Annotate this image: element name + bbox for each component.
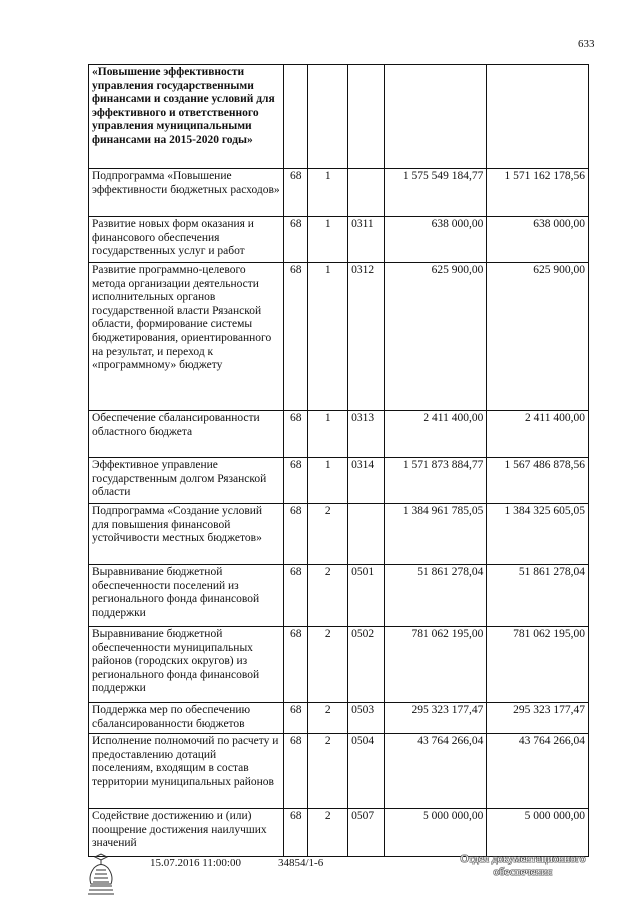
row-amount-1: 43 764 266,04 (384, 734, 487, 809)
row-amount-2: 2 411 400,00 (487, 411, 589, 458)
row-amount-2: 1 571 162 178,56 (487, 169, 589, 217)
row-name: Подпрограмма «Повышение эффективности бюджетных расходов» (89, 169, 284, 217)
row-name: «Повышение эффективности управления государственными финансами и создание условий для эффективного и ответственного управления муниципальными финансами на 2015-2020 годы» (89, 65, 284, 169)
row-code-2: 1 (308, 411, 348, 458)
row-amount-1: 51 861 278,04 (384, 565, 487, 627)
row-amount-1 (384, 65, 487, 169)
page-number: 633 (578, 38, 595, 50)
table-row (89, 627, 589, 703)
row-code-2: 1 (308, 458, 348, 504)
row-amount-1: 2 411 400,00 (384, 411, 487, 458)
row-amount-2: 51 861 278,04 (487, 565, 589, 627)
table-row (89, 458, 589, 504)
row-amount-2: 295 323 177,47 (487, 703, 589, 734)
row-code-3: 0507 (348, 809, 385, 857)
row-code-1: 68 (284, 703, 308, 734)
table-row (89, 565, 589, 627)
row-name: Подпрограмма «Создание условий для повышения финансовой устойчивости местных бюджетов» (89, 504, 284, 565)
row-code-2: 2 (308, 703, 348, 734)
table-row (89, 65, 589, 169)
department-stamp-line: Отдел документационного (460, 853, 586, 865)
row-code-1: 68 (284, 504, 308, 565)
row-code-3 (348, 504, 385, 565)
row-code-2: 2 (308, 734, 348, 809)
row-code-1 (284, 65, 308, 169)
row-code-3: 0502 (348, 627, 385, 703)
row-name: Содействие достижению и (или) поощрение достижения наилучших значений (89, 809, 284, 857)
seal-icon (84, 852, 118, 898)
row-code-1: 68 (284, 411, 308, 458)
row-amount-2 (487, 65, 589, 169)
row-code-2 (308, 65, 348, 169)
row-code-2: 2 (308, 627, 348, 703)
table-row (89, 263, 589, 411)
row-name: Эффективное управление государственным долгом Рязанской области (89, 458, 284, 504)
row-name: Обеспечение сбалансированности областного бюджета (89, 411, 284, 458)
row-amount-2: 1 567 486 878,56 (487, 458, 589, 504)
row-code-1: 68 (284, 734, 308, 809)
footer-document-number: 34854/1-6 (278, 857, 324, 869)
department-stamp-line: обеспечения (493, 866, 553, 878)
row-code-2: 1 (308, 217, 348, 263)
row-code-3 (348, 65, 385, 169)
row-code-1: 68 (284, 458, 308, 504)
row-name: Развитие программно-целевого метода организации деятельности исполнительных органов государственной власти Рязанской области, формирование системы бюджетирования, ориентированного на результат, и переход к «программному» бюджету (89, 263, 284, 411)
row-code-3 (348, 169, 385, 217)
row-code-3: 0503 (348, 703, 385, 734)
row-amount-2: 5 000 000,00 (487, 809, 589, 857)
budget-table (88, 64, 589, 857)
table-row (89, 734, 589, 809)
row-amount-1: 5 000 000,00 (384, 809, 487, 857)
table-row (89, 411, 589, 458)
table-row (89, 504, 589, 565)
row-code-2: 2 (308, 809, 348, 857)
row-amount-1: 638 000,00 (384, 217, 487, 263)
row-code-3: 0314 (348, 458, 385, 504)
table-row (89, 169, 589, 217)
row-code-3: 0504 (348, 734, 385, 809)
row-amount-2: 638 000,00 (487, 217, 589, 263)
row-name: Выравнивание бюджетной обеспеченности поселений из регионального фонда финансовой поддержки (89, 565, 284, 627)
row-amount-1: 1 571 873 884,77 (384, 458, 487, 504)
row-name: Поддержка мер по обеспечению сбалансированности бюджетов (89, 703, 284, 734)
table-row (89, 809, 589, 857)
row-code-2: 1 (308, 263, 348, 411)
row-code-2: 2 (308, 565, 348, 627)
row-code-2: 2 (308, 504, 348, 565)
row-amount-2: 625 900,00 (487, 263, 589, 411)
row-amount-1: 295 323 177,47 (384, 703, 487, 734)
row-code-2: 1 (308, 169, 348, 217)
row-amount-1: 1 575 549 184,77 (384, 169, 487, 217)
table-row (89, 217, 589, 263)
table-row (89, 703, 589, 734)
row-name: Развитие новых форм оказания и финансового обеспечения государственных услуг и работ (89, 217, 284, 263)
row-amount-1: 781 062 195,00 (384, 627, 487, 703)
row-name: Выравнивание бюджетной обеспеченности муниципальных районов (городских округов) из регионального фонда финансовой поддержки (89, 627, 284, 703)
row-amount-2: 1 384 325 605,05 (487, 504, 589, 565)
row-code-3: 0313 (348, 411, 385, 458)
row-amount-1: 625 900,00 (384, 263, 487, 411)
row-amount-2: 43 764 266,04 (487, 734, 589, 809)
row-code-1: 68 (284, 809, 308, 857)
row-code-3: 0311 (348, 217, 385, 263)
footer-date: 15.07.2016 11:00:00 (150, 857, 241, 869)
row-code-1: 68 (284, 627, 308, 703)
row-code-1: 68 (284, 565, 308, 627)
department-stamp (438, 853, 608, 879)
row-code-3: 0312 (348, 263, 385, 411)
row-amount-1: 1 384 961 785,05 (384, 504, 487, 565)
row-amount-2: 781 062 195,00 (487, 627, 589, 703)
row-code-1: 68 (284, 217, 308, 263)
row-code-3: 0501 (348, 565, 385, 627)
row-code-1: 68 (284, 169, 308, 217)
row-code-1: 68 (284, 263, 308, 411)
row-name: Исполнение полномочий по расчету и предоставлению дотаций поселениям, входящим в состав территории муниципальных районов (89, 734, 284, 809)
